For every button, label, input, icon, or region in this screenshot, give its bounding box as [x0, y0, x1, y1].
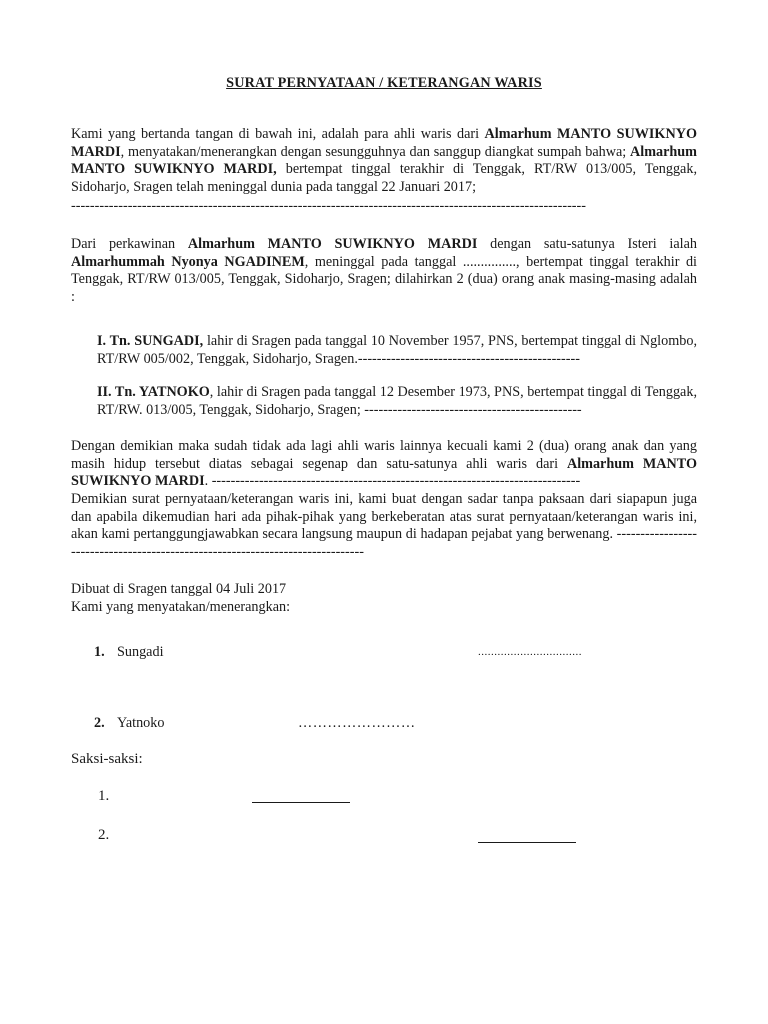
- place-date: Dibuat di Sragen tanggal 04 Juli 2017: [71, 581, 287, 597]
- signer-number: 2.: [94, 715, 105, 731]
- signature-line: [478, 842, 576, 843]
- paragraph-statement: [71, 491, 697, 561]
- signer-name: Sungadi: [117, 644, 164, 660]
- text: Kami yang bertanda tangan di bawah ini, adalah para ahli waris dari: [71, 126, 485, 142]
- witness-number: 1.: [98, 788, 110, 804]
- deceased-name: Almarhum MANTO SUWIKNYO MARDI,: [71, 143, 697, 178]
- paragraph-opening: [71, 126, 697, 196]
- heir-item-1: [97, 333, 697, 368]
- signature-line: [252, 802, 350, 803]
- deceased-name: Almarhum MANTO SUWIKNYO MARDI: [187, 236, 478, 252]
- witness-label: Saksi-saksi:: [71, 751, 143, 767]
- document-title: SURAT PERNYATAAN / KETERANGAN WARIS: [226, 75, 542, 91]
- heir-name: II. Tn. YATNOKO: [97, 384, 210, 400]
- text: . ------------------------------------------------------------------------------: [204, 473, 581, 490]
- text: , menyatakan/menerangkan dengan sesungguhnya dan sanggup diangkat sumpah bahwa;: [120, 143, 630, 160]
- text: Demikian surat pernyataan/keterangan waris ini, kami buat dengan sadar tanpa paksaan dari siapapun juga dan apabila dikemudian hari ada pihak-pihak yang berkeberatan atas surat pernyataan/keterangan waris ini, akan kami pertanggungjawabkan secara langsung maupun di hadapan pejabat yang berwenang. -------------------------------------------------------------------------------: [71, 491, 697, 560]
- text: Dengan demikian maka sudah tidak ada lagi ahli waris lainnya kecuali kami 2 (dua) orang anak dan yang masih hidup tersebut diatas sebagai segenap dan satu-satunya ahli waris dari: [71, 438, 697, 472]
- signature-dots: ……………………: [298, 715, 416, 731]
- text: Dari perkawinan: [71, 236, 188, 252]
- text: bertempat tinggal terakhir di Tenggak, RT/RW 013/005, Tenggak, Sidoharjo, Sragen telah meninggal dunia pada tanggal 22 Januari 2017;: [71, 161, 697, 195]
- witness-number: 2.: [98, 827, 110, 843]
- signer-name: Yatnoko: [117, 715, 165, 731]
- wife-name: Almarhummah Nyonya NGADINEM: [71, 253, 305, 270]
- text: , meninggal pada tanggal ..............., bertempat tinggal terakhir di Tenggak, RT/RW 013/005, Tenggak, Sidoharjo, Sragen; dilahirkan 2 (dua) orang anak masing-masing adalah :: [71, 253, 697, 305]
- signer-number: 1.: [94, 644, 105, 660]
- signature-dots: ................................: [478, 646, 582, 658]
- heir-name: I. Tn. SUNGADI,: [97, 333, 204, 349]
- heir-item-2: [97, 384, 697, 419]
- declarer-label: Kami yang menyatakan/menerangkan:: [71, 599, 291, 615]
- text: lahir di Sragen pada tanggal 10 November 1957, PNS, bertempat tinggal di Nglombo, RT/RW 005/002, Tenggak, Sidoharjo, Sragen.-----------------------------------------------: [97, 333, 697, 367]
- paragraph-marriage: [71, 236, 697, 306]
- dash-line: -------------------------------------------------------------------------------------------------------------: [71, 198, 586, 214]
- deceased-name: Almarhum MANTO SUWIKNYO MARDI: [71, 126, 697, 160]
- text: , lahir di Sragen pada tanggal 12 Desember 1973, PNS, bertempat tinggal di Tenggak, RT/RW. 013/005, Tenggak, Sidoharjo, Sragen; ----------------------------------------------: [97, 384, 697, 418]
- deceased-name: Almarhum MANTO SUWIKNYO MARDI: [71, 455, 697, 490]
- paragraph-conclusion: [71, 438, 697, 491]
- text: dengan satu-satunya Isteri ialah: [477, 236, 697, 252]
